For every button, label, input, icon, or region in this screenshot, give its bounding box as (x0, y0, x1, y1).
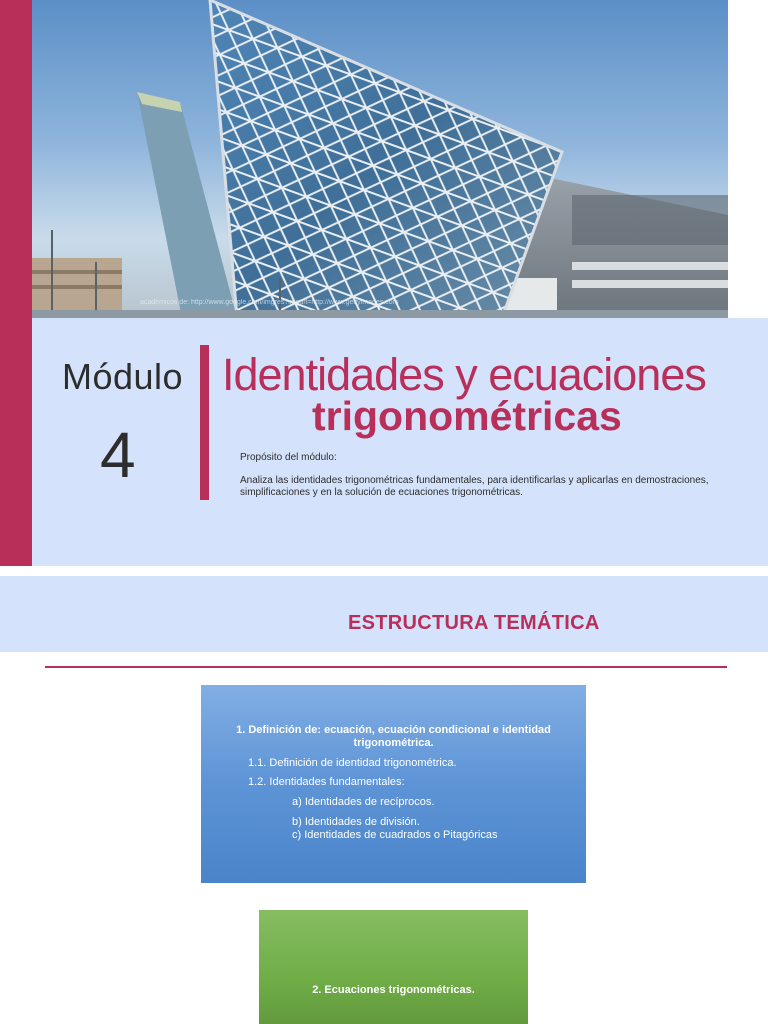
title-accent-bar (200, 345, 209, 500)
topic-1-2-c: c) Identidades de cuadrados o Pitagóricas (292, 829, 498, 841)
module-title-line2: trigonométricas (312, 393, 622, 439)
topic-1-2-b: b) Identidades de división. (292, 816, 420, 828)
topic-2-heading: 2. Ecuaciones trigonométricas. (312, 984, 475, 996)
purpose-label: Propósito del módulo: (240, 452, 337, 463)
topic-1-2: 1.2. Identidades fundamentales: (248, 776, 405, 788)
topic-1-2-a: a) Identidades de recíprocos. (292, 796, 435, 808)
module-title-line1: Identidades y ecuaciones (222, 349, 706, 400)
module-number: 4 (100, 419, 136, 491)
module-label: Módulo (62, 356, 184, 397)
purpose-text: Analiza las identidades trigonométricas fundamentales, para identificarlas y aplicarlas en demostraciones, simplificaciones y en la solución de ecuaciones trigonométricas. (240, 475, 709, 498)
side-accent-bar (0, 0, 32, 566)
topic-1-1: 1.1. Definición de identidad trigonométrica. (248, 757, 457, 769)
topic-1-heading: 1. Definición de: ecuación, ecuación condicional e identidad trigonométrica. (236, 724, 551, 749)
image-caption: académicos de: http://www.google.com/imgres?imgurl=http://www.gettyimages.com (140, 299, 399, 306)
topic-box-2 (259, 910, 528, 1024)
section-title: ESTRUCTURA TEMÁTICA (348, 612, 600, 634)
section-divider (45, 666, 727, 668)
topic-box-1 (201, 685, 586, 883)
glass-building-photo (32, 0, 728, 318)
